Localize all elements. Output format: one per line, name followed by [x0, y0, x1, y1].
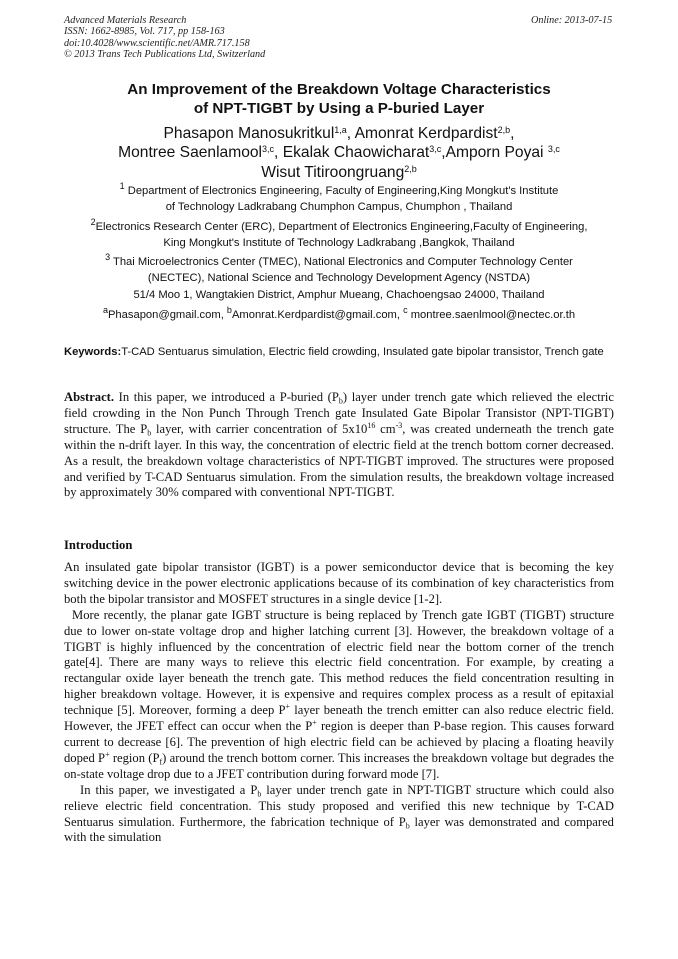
- paragraph-text: region (P: [109, 750, 160, 765]
- paragraph-text: More recently, the planar gate IGBT structure is being replaced by Trench gate IGBT (TIGBT) structure due to lower on-state voltage drop and higher latching current [3]. However, the breakdown voltage of a TIGBT is highly influenced by the concentration of electric field near the bottom corner of the trench gate[4]. There are many ways to relieve this electric field concentration. For example, by creating a rectangular oxide layer beneath the trench gate. This method reduces the field concentration resulting in higher breakdown voltage. However, it is expensive and requires complex process as a result of epitaxial technique [5]. Moreover, forming a deep P: [64, 607, 614, 718]
- affiliation-line: (NECTEC), National Science and Technology Development Agency (NSTDA): [147, 272, 531, 285]
- affiliation-line: 51/4 Moo 1, Wangtakien District, Amphur Mueang, Chachoengsao 24000, Thailand: [133, 288, 545, 301]
- affiliation-text: Electronics Research Center (ERC), Department of Electronics Engineering,Faculty of Engineering,: [95, 221, 588, 233]
- section-heading-introduction: Introduction: [64, 538, 133, 552]
- affiliation-line: of Technology Ladkrabang Chumphon Campus, Chumphon , Thailand: [165, 201, 513, 214]
- keywords-section: [64, 345, 614, 359]
- subscript: b: [405, 820, 410, 830]
- journal-copyright: © 2013 Trans Tech Publications Ltd, Switzerland: [64, 49, 266, 61]
- abstract-text: In this paper, we introduced a P-buried (P: [114, 390, 339, 404]
- journal-doi: doi:10.4028/www.scientific.net/AMR.717.158: [64, 37, 250, 49]
- paragraph-text: ) around the trench bottom corner. This increases the breakdown voltage but degrades the on-state voltage drop due to a JFET contribution during forward mode [7].: [64, 750, 614, 781]
- title-line-1: An Improvement of the Breakdown Voltage Characteristics: [127, 81, 551, 98]
- author-list: [0, 124, 678, 182]
- email-mark: c: [403, 305, 408, 316]
- subscript: b: [338, 396, 343, 406]
- abstract-section: [64, 390, 614, 501]
- abstract-paragraph: [64, 390, 614, 501]
- intro-paragraph-3: [64, 783, 614, 847]
- author-line-3: [0, 163, 678, 182]
- online-date: Online: 2013-07-15: [531, 15, 613, 26]
- author-affil-mark: 1,a: [334, 125, 347, 136]
- author-affil-mark: 2,b: [497, 125, 511, 136]
- subscript: b: [147, 428, 152, 438]
- author-name: Amporn Poyai: [445, 144, 544, 162]
- paper-title: [0, 80, 678, 118]
- journal-header: [64, 15, 265, 61]
- paragraph-text: In this paper, we investigated a P: [80, 782, 258, 797]
- author-name: Wisut Titiroongruang: [261, 163, 405, 181]
- intro-paragraph-1: An insulated gate bipolar transistor (IGBT) is a power semiconductor device that is becoming the key switching device in the power electronic applications because of its combination of key characteristics from both the bipolar transistor and MOSFET structures in a single device [1-2].: [64, 560, 614, 606]
- affiliation-line: [60, 219, 618, 235]
- author-line-1: Phasapon Manosukritkul$^{1,a}$, Amonrat Kerdpardist$^{2,b}$,: [163, 125, 515, 142]
- journal-name: Advanced Materials Research: [64, 15, 187, 26]
- superscript: +: [105, 750, 110, 760]
- title-line-2: of NPT-TIGBT by Using a P-buried Layer: [193, 100, 485, 117]
- author-line-2: Montree Saenlamool$^{3,c}$, Ekalak Chaowicharat$^{3,c}$,Amporn Poyai $^{3,c}$: [118, 144, 560, 162]
- affiliation-line: King Mongkut's Institute of Technology Ladkrabang ,Bangkok, Thailand: [163, 237, 515, 250]
- affiliation-text: Department of Electronics Engineering, Faculty of Engineering,King Mongkut's Institute: [127, 185, 559, 197]
- affiliation-number: 2: [90, 217, 96, 228]
- subscript: b: [257, 789, 262, 799]
- abstract-label: Abstract.: [64, 390, 115, 404]
- superscript: -3: [395, 421, 403, 431]
- affiliation-2: [60, 219, 618, 252]
- abstract-text: ) layer under trench gate which relieved the electric field crowding in the Non Punch Through Trench gate Insulated Gate Bipolar Transistor (NPT-TIGBT) structure. The P: [64, 390, 615, 436]
- subscript: f: [159, 757, 163, 767]
- superscript: +: [285, 702, 291, 712]
- affiliation-text: Thai Microelectronics Center (TMEC), National Electronics and Computer Technology Center: [113, 256, 573, 268]
- author-name: Ekalak Chaowicharat: [282, 144, 430, 162]
- affiliation-line: [60, 183, 618, 199]
- affiliation-3: [60, 254, 618, 303]
- journal-issn: ISSN: 1662-8985, Vol. 717, pp 158-163: [64, 26, 225, 38]
- paragraph-text: layer under trench gate in NPT-TIGBT structure which could also relieve electric field concentration. This study proposed and verified this new technique by T-CAD Sentuarus simulation. Furthermore, the fabrication technique of P: [64, 782, 615, 829]
- keywords-text: T-CAD Sentuarus simulation, Electric field crowding, Insulated gate bipolar transistor, Trench gate: [121, 346, 604, 358]
- superscript: 16: [367, 421, 376, 431]
- email-mark: a: [102, 305, 108, 316]
- email-address: montree.saenlmool@nectec.or.th: [410, 309, 576, 321]
- email-address: Amonrat.Kerdpardist@gmail.com: [231, 309, 397, 321]
- keywords-label: Keywords:: [64, 346, 122, 358]
- author-affil-mark: 3,c: [547, 144, 560, 155]
- email-address: Phasapon@gmail.com: [107, 309, 221, 321]
- email-mark: b: [226, 305, 232, 316]
- author-affil-mark: 2,b: [404, 163, 417, 174]
- introduction-section: [64, 560, 614, 846]
- affiliation-1: [60, 183, 618, 216]
- affiliation-number: 1: [119, 181, 125, 192]
- paragraph-text: layer was demonstrated and compared with the simulation: [64, 814, 614, 845]
- abstract-text: layer, with carrier concentration of 5x10: [151, 421, 368, 436]
- author-name: Phasapon Manosukritkul: [163, 125, 335, 142]
- author-affil-mark: 3,c: [429, 144, 442, 155]
- email-list: $^a$Phasapon@gmail.com, $^b$Amonrat.Kerdpardist@gmail.com, $^c$ montree.saenlmool@nectec.or.th: [102, 305, 576, 321]
- abstract-text: cm: [375, 421, 396, 436]
- affiliation-number: 3: [105, 252, 111, 263]
- author-affil-mark: 3,c: [262, 144, 275, 155]
- affiliation-line: [60, 254, 618, 270]
- abstract-text: , was created underneath the trench gate within the n-drift layer. In this way, the concentration of electric field at the trench bottom corner decreased. As a result, the breakdown voltage characteristics of NPT-TIGBT improved. The structures were proposed and verified by T-CAD Sentuarus simulation. From the simulation results, the breakdown voltage increased by approximately 30% compared with conventional NPT-TIGBT.: [64, 421, 614, 500]
- intro-paragraph-2: [64, 608, 614, 783]
- superscript: +: [312, 718, 317, 728]
- author-name: Montree Saenlamool: [118, 144, 263, 162]
- paragraph-text: layer beneath the trench emitter can also reduce electric field. However, the JFET effect can occur when the P: [64, 703, 614, 734]
- paragraph-text: region is deeper than P-base region. This causes forward current to decrease [6]. The prevention of high electric field can be achieved by placing a floating heavily doped P: [64, 719, 614, 765]
- author-name: Amonrat Kerdpardist: [354, 125, 498, 142]
